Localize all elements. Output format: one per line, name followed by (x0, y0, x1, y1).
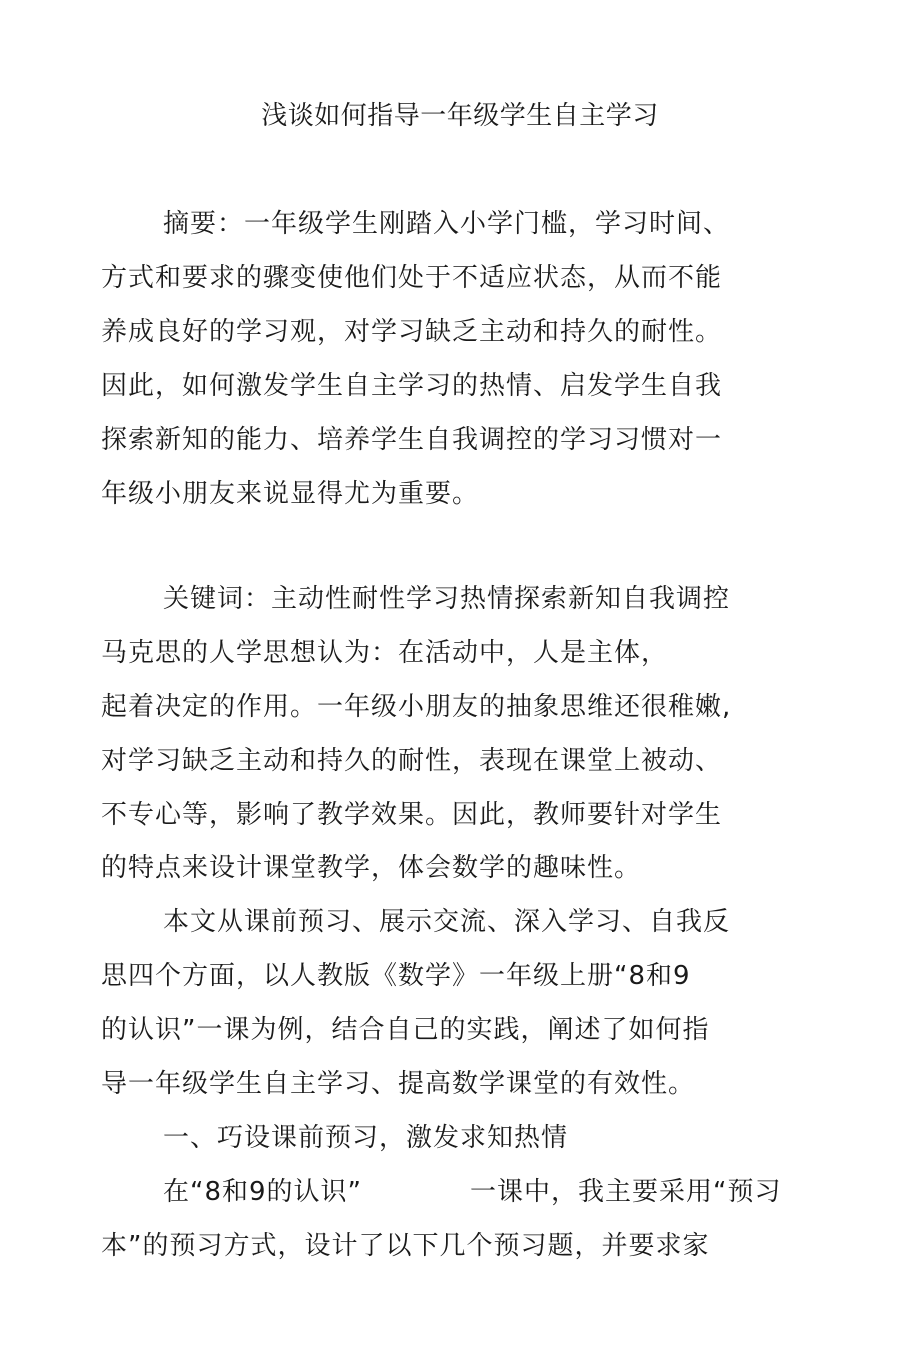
intro-line-1: 本文从课前预习、展示交流、深入学习、自我反 (163, 907, 731, 937)
abstract-line-5: 探索新知的能力、培养学生自我调控的学习习惯对一 (101, 425, 723, 455)
section-heading-1: 一、巧设课前预习，激发求知热情 (163, 1123, 569, 1153)
document-title: 浅谈如何指导一年级学生自主学习 (261, 101, 659, 131)
abstract-line-2: 方式和要求的骤变使他们处于不适应状态，从而不能 (101, 263, 723, 293)
body-line-4: 不专心等，影响了教学效果。因此，教师要针对学生 (101, 800, 723, 830)
body-line-3: 对学习缺乏主动和持久的耐性，表现在课堂上被动、 (101, 746, 723, 776)
body-line-1: 马克思的人学思想认为：在活动中，人是主体， (101, 638, 669, 668)
intro-line-2: 思四个方面，以人教版《数学》一年级上册“8和9 (101, 961, 691, 991)
intro-line-4: 导一年级学生自主学习、提高数学课堂的有效性。 (101, 1069, 696, 1099)
abstract-line-6: 年级小朋友来说显得尤为重要。 (101, 479, 480, 509)
abstract-line-4: 因此，如何激发学生自主学习的热情、启发学生自我 (101, 371, 723, 401)
section-1-line-2: 本”的预习方式，设计了以下几个预习题，并要求家 (101, 1231, 710, 1261)
body-line-2: 起着决定的作用。一年级小朋友的抽象思维还很稚嫩, (101, 692, 732, 722)
abstract-line-3: 养成良好的学习观，对学习缺乏主动和持久的耐性。 (101, 317, 723, 347)
body-line-5: 的特点来设计课堂教学，体会数学的趣味性。 (101, 853, 642, 883)
keywords-line: 关键词：主动性耐性学习热情探索新知自我调控 (163, 584, 731, 614)
section-1-line-1: 在“8和9的认识” 一课中，我主要采用“预习 (163, 1177, 782, 1207)
abstract-line-1: 摘要：一年级学生刚踏入小学门槛，学习时间、 (163, 209, 731, 239)
intro-line-3: 的认识”一课为例，结合自己的实践，阐述了如何指 (101, 1015, 710, 1045)
